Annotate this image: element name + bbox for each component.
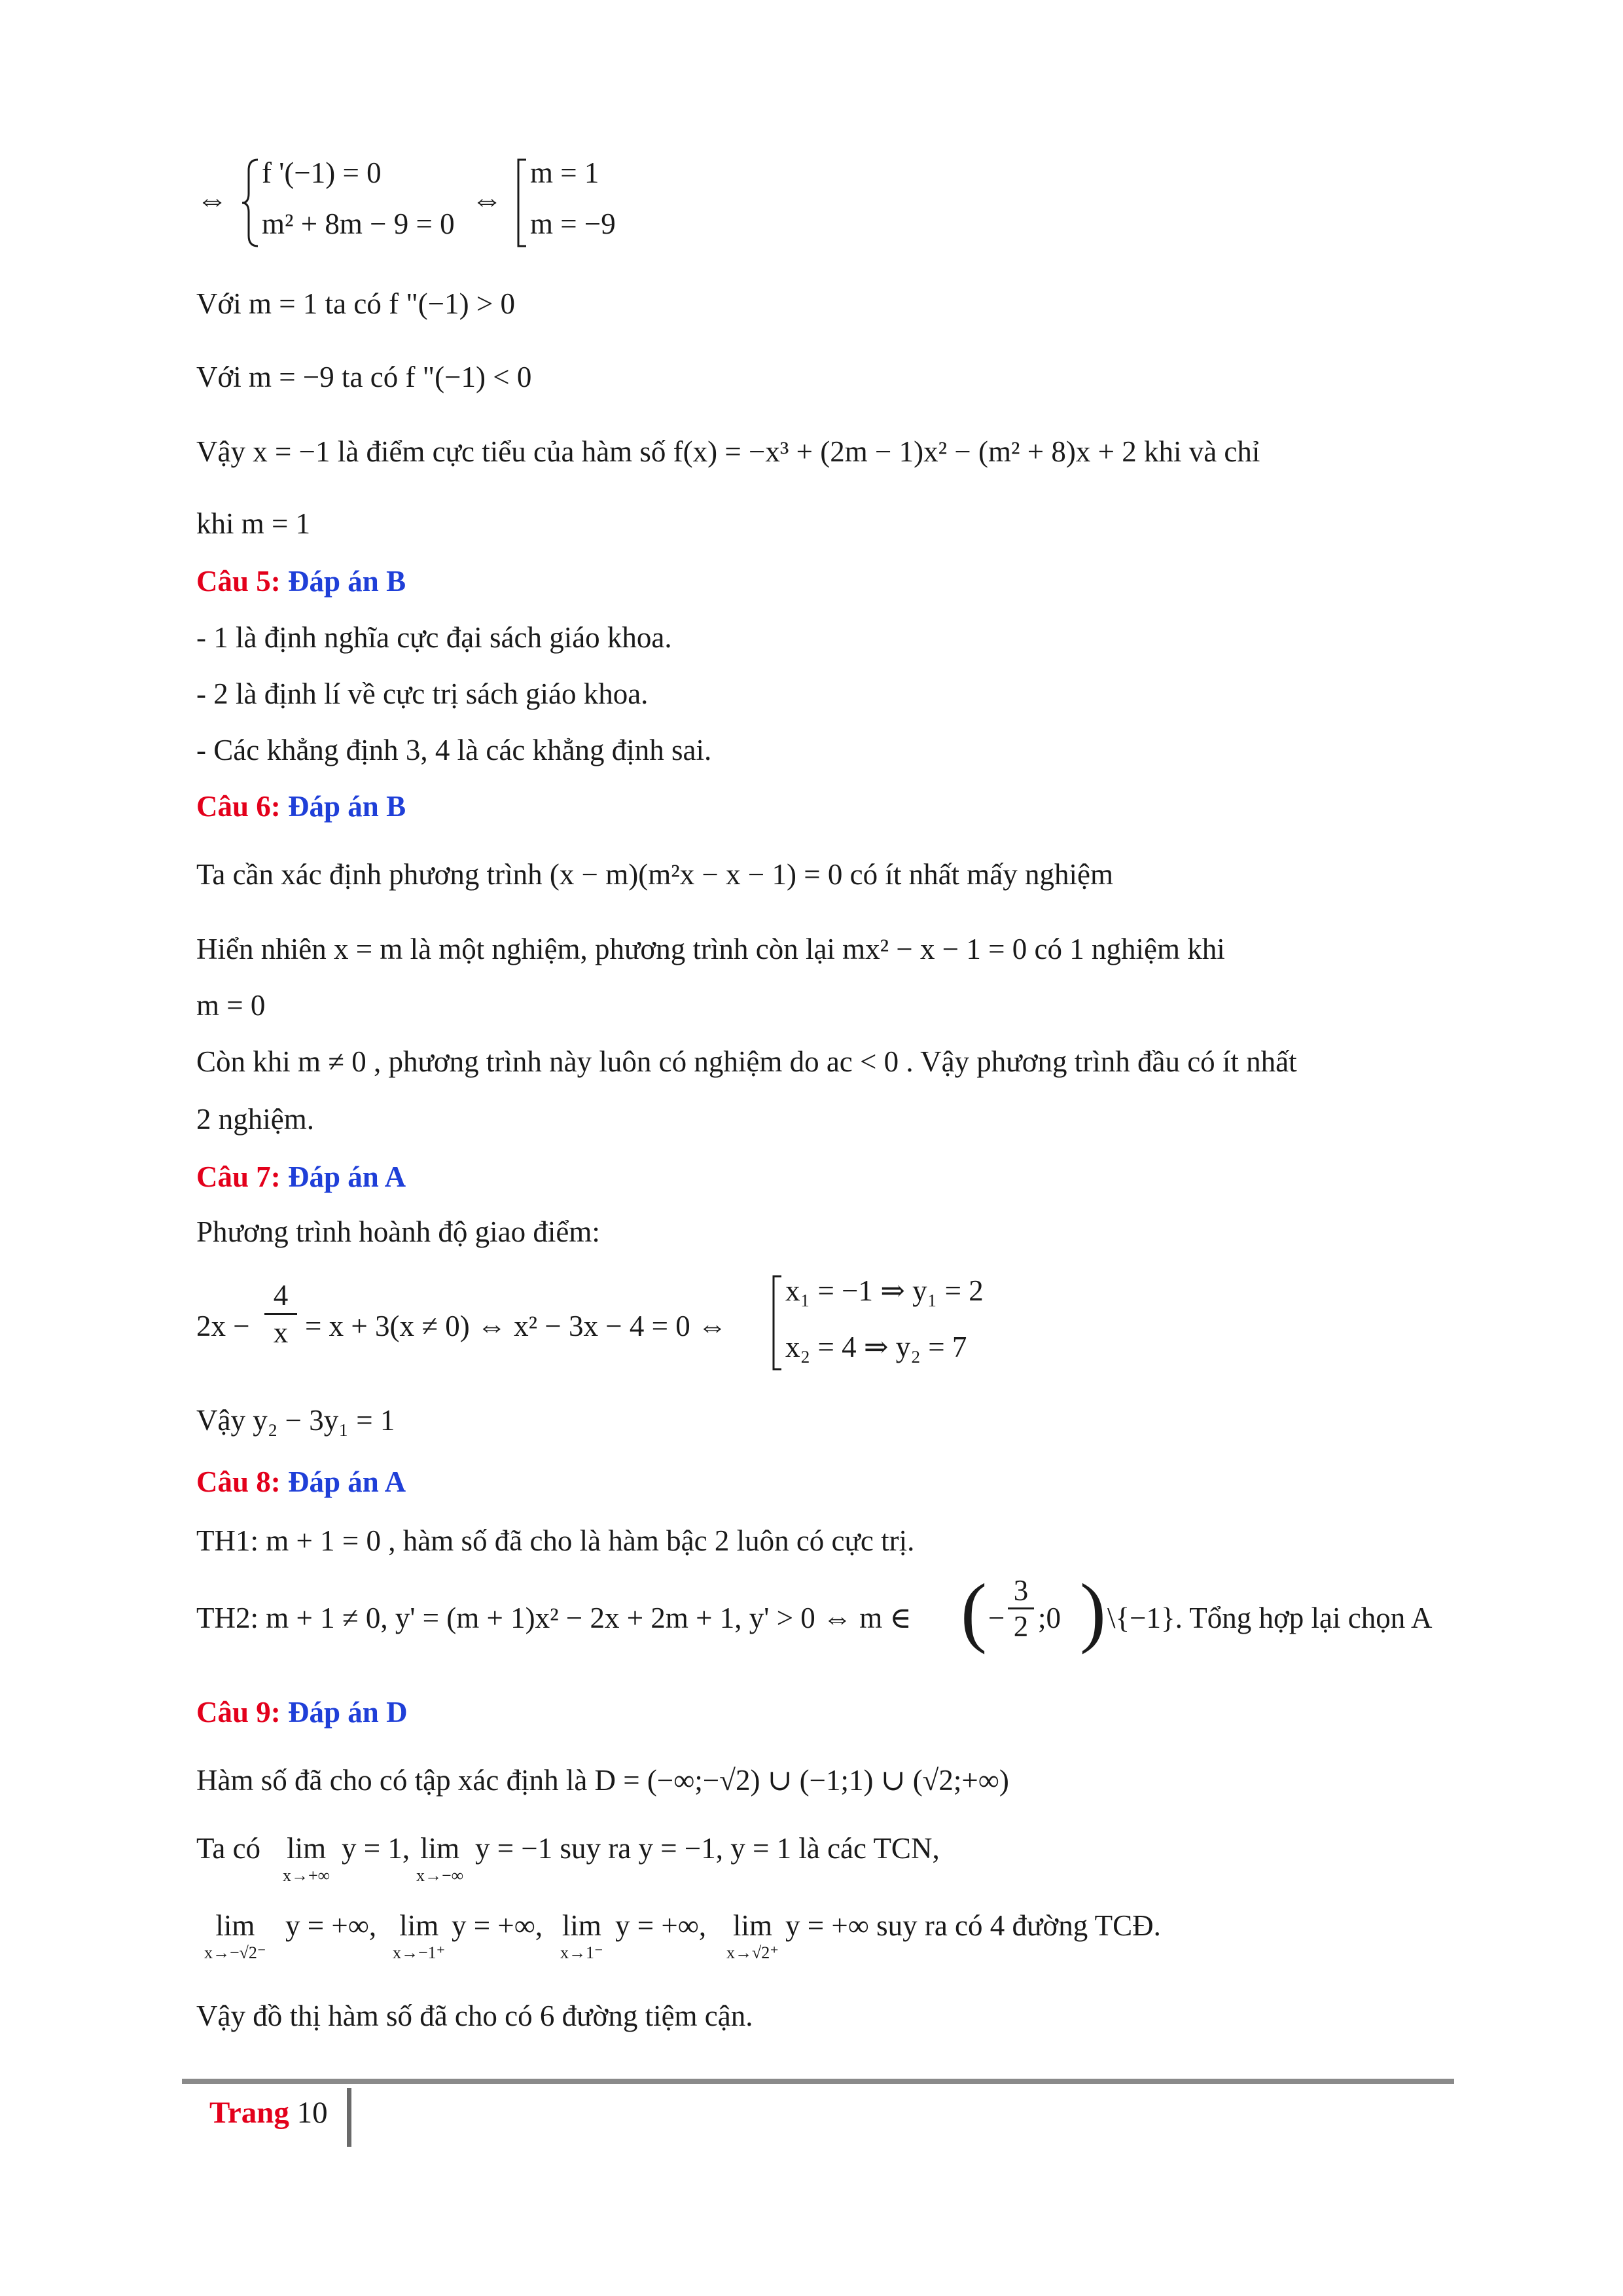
- lim-subscript: x→−1⁺: [393, 1943, 446, 1962]
- limit-expression: [416, 1829, 463, 1884]
- lim-word: lim: [732, 1909, 772, 1942]
- fraction-denominator: x: [273, 1316, 289, 1349]
- page-number: 10: [296, 2096, 328, 2130]
- text-line: m = 0: [196, 989, 266, 1022]
- intersection-equation: [196, 1271, 1309, 1382]
- page-word: Trang: [209, 2096, 289, 2130]
- text-line: khi m = 1: [196, 507, 311, 540]
- question-number: Câu 5:: [196, 565, 281, 598]
- text-line: - 1 là định nghĩa cực đại sách giáo khoa.: [196, 621, 672, 654]
- limit-expression: [560, 1906, 603, 1961]
- left-bracket: [516, 157, 529, 249]
- limit-expression: [726, 1906, 779, 1961]
- case-m9: m = −9: [530, 207, 616, 240]
- lim-subscript: x→+∞: [283, 1866, 330, 1885]
- text-line: Phương trình hoành độ giao điểm:: [196, 1215, 600, 1248]
- equivalence-symbol: ⇔: [196, 183, 228, 217]
- limit-expression: [393, 1906, 445, 1961]
- case-1: x₁ = −1 ⇒ y₁ = 2: [785, 1274, 984, 1307]
- text-line: Ta cần xác định phương trình (x − m)(m²x − x − 1) = 0 có ít nhất mấy nghiệm: [196, 858, 1113, 891]
- limit-expression: [204, 1906, 266, 1961]
- paren-left: (: [961, 1568, 987, 1655]
- lim-subscript: x→−∞: [416, 1866, 464, 1885]
- limit-value: y = +∞,: [615, 1909, 707, 1942]
- answer-label: Đáp án A: [288, 1160, 406, 1193]
- th2-text: TH2: m + 1 ≠ 0, y' = (m + 1)x² − 2x + 2m + 1, y' > 0 ⇔ m ∈: [196, 1602, 912, 1634]
- lim-subscript: x→1⁻: [560, 1943, 603, 1962]
- text-line: - Các khẳng định 3, 4 là các khẳng định sai.: [196, 734, 712, 766]
- case-m1: m = 1: [530, 156, 599, 189]
- question-number: Câu 9:: [196, 1696, 281, 1729]
- answer-label: Đáp án B: [288, 790, 406, 823]
- left-bracket: [771, 1274, 784, 1372]
- intro-system: [196, 151, 1113, 255]
- text-line: Còn khi m ≠ 0 , phương trình này luôn có nghiệm do ac < 0 . Vậy phương trình đầu có ít nhất: [196, 1045, 1297, 1078]
- limits-line-1: [196, 1826, 1440, 1892]
- conclusion-text: Vậy x = −1 là điểm cực tiểu của hàm số f(x) = −x³ + (2m − 1)x² − (m² + 8)x + 2 khi và chỉ: [196, 435, 1260, 468]
- th2-line: [196, 1567, 1440, 1672]
- system-eq-1: f '(−1) = 0: [262, 156, 382, 189]
- limit-value: y = 1,: [342, 1832, 410, 1865]
- page-number-label: [209, 2093, 328, 2132]
- text-line: [196, 432, 1427, 471]
- lim-subscript: x→−√2⁻: [204, 1943, 266, 1962]
- limit-value: y = +∞,: [285, 1909, 377, 1942]
- fraction-numerator: 4: [264, 1278, 297, 1315]
- left-brace: [241, 157, 260, 249]
- lim-word: lim: [215, 1909, 255, 1942]
- footer-rule: [182, 2079, 1454, 2084]
- eq-middle: = x + 3(x ≠ 0) ⇔ x² − 3x − 4 = 0 ⇔: [305, 1310, 728, 1342]
- eq-left: 2x −: [196, 1310, 250, 1342]
- text-line: TH1: m + 1 = 0 , hàm số đã cho là hàm bậc 2 luôn có cực trị.: [196, 1524, 915, 1557]
- text-line: Với m = 1 ta có f "(−1) > 0: [196, 287, 515, 320]
- minus-sign: −: [988, 1602, 1005, 1634]
- question-heading: [196, 562, 406, 601]
- answer-label: Đáp án A: [288, 1465, 406, 1498]
- question-number: Câu 8:: [196, 1465, 281, 1498]
- text-line: Hàm số đã cho có tập xác định là D = (−∞;−√2) ∪ (−1;1) ∪ (√2;+∞): [196, 1764, 1009, 1797]
- fraction-denominator: 2: [1013, 1610, 1029, 1643]
- text-line: Với m = −9 ta có f "(−1) < 0: [196, 361, 532, 393]
- limit-tail: y = −1 suy ra y = −1, y = 1 là các TCN,: [475, 1832, 940, 1865]
- fraction: [264, 1278, 297, 1350]
- limits-line-2: [196, 1903, 1440, 1975]
- limit-value: y = +∞,: [452, 1909, 543, 1942]
- question-heading: [196, 787, 406, 826]
- equivalence-symbol: ⇔: [471, 183, 503, 217]
- system-eq-2: m² + 8m − 9 = 0: [262, 207, 455, 240]
- lim-subscript: x→√2⁺: [726, 1943, 779, 1962]
- lim-word: lim: [399, 1909, 439, 1942]
- question-heading: [196, 1693, 408, 1732]
- text-line: - 2 là định lí về cực trị sách giáo khoa.: [196, 677, 649, 710]
- case-2: x₂ = 4 ⇒ y₂ = 7: [785, 1331, 967, 1363]
- question-heading: [196, 1157, 406, 1196]
- lim-word: lim: [420, 1832, 460, 1865]
- text-line: Vậy y₂ − 3y₁ = 1: [196, 1404, 395, 1437]
- lim-word: lim: [287, 1832, 327, 1865]
- question-number: Câu 7:: [196, 1160, 281, 1193]
- question-heading: [196, 1462, 406, 1501]
- answer-label: Đáp án D: [288, 1696, 408, 1729]
- paren-right: ): [1080, 1568, 1106, 1655]
- text-line: 2 nghiệm.: [196, 1103, 314, 1136]
- footer-divider: [347, 2088, 351, 2147]
- lim-word: lim: [562, 1909, 601, 1942]
- fraction: [1008, 1573, 1034, 1643]
- text-line: Hiển nhiên x = m là một nghiệm, phương trình còn lại mx² − x − 1 = 0 có 1 nghiệm khi: [196, 933, 1225, 965]
- th2-tail: \{−1}. Tổng hợp lại chọn A: [1107, 1602, 1433, 1634]
- limit-expression: [283, 1829, 330, 1884]
- answer-label: Đáp án B: [288, 565, 406, 598]
- interval-end: ;0: [1038, 1602, 1061, 1634]
- limit-tail: y = +∞ suy ra có 4 đường TCĐ.: [785, 1909, 1161, 1942]
- text-line: Vậy đồ thị hàm số đã cho có 6 đường tiệm cận.: [196, 2000, 753, 2032]
- fraction-numerator: 3: [1008, 1573, 1034, 1609]
- question-number: Câu 6:: [196, 790, 281, 823]
- text-prefix: Ta có: [196, 1832, 261, 1865]
